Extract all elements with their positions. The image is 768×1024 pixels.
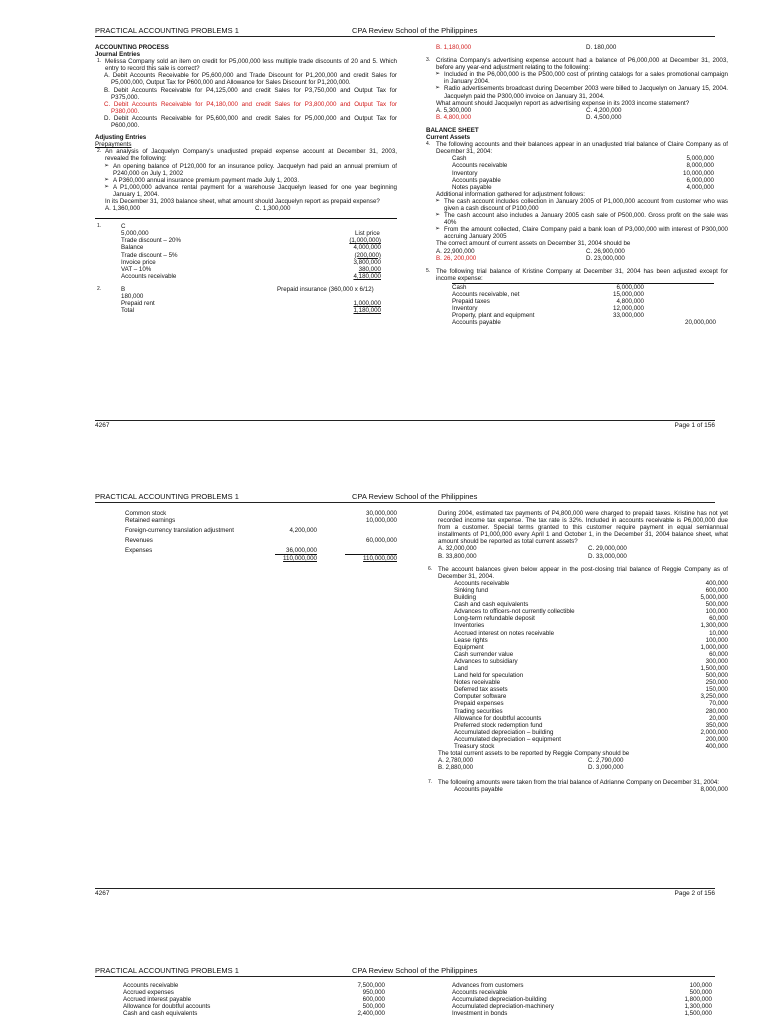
balance-row-label: Advances to officers-not currently collectible — [454, 608, 575, 616]
balance-row — [438, 665, 728, 672]
tb-row: Expenses 36,000,000 — [125, 547, 317, 555]
q6-option-c: C. 2,790,000 — [588, 757, 624, 765]
balance-row-value: 1,500,000 — [684, 1010, 712, 1018]
balance-row-value: 10,000 — [709, 629, 728, 637]
balance-row-label: Accumulated depreciation-machinery — [452, 1003, 554, 1011]
balance-row-value: 3,250,000 — [700, 693, 728, 701]
balance-row-value: 600,000 — [705, 586, 728, 594]
balance-row-value: 60,000 — [709, 650, 728, 658]
balance-row — [438, 658, 728, 665]
balance-row — [438, 736, 728, 743]
balance-row-value: 500,000 — [362, 1003, 385, 1011]
answer-2-row: Total 1,180,000 — [121, 307, 381, 315]
question-2: 2. An analysis of Jacquelyn Company's unadjusted prepaid expense account at December 31, 2003, revealed the following: — [97, 148, 397, 163]
answer-2-letter: B — [121, 285, 126, 293]
q2-options-row-2 — [426, 44, 728, 51]
balance-row — [438, 729, 728, 736]
right-column — [426, 44, 728, 326]
section-title: ACCOUNTING PROCESS — [95, 44, 169, 51]
answer-1-row: Accounts receivable 4,180,000 — [121, 272, 381, 280]
tb-row: Retained earnings 10,000,000 — [125, 517, 397, 525]
question-5: 5. The following trial balance of Kristine Company at December 31, 2004 has been adjusted except for income expense: — [426, 267, 728, 282]
balance-row — [95, 996, 395, 1003]
q5-option-a: A. 32,000,000 — [438, 545, 477, 553]
balance-row-label: Building — [454, 594, 477, 602]
q5-row: Accounts receivable, net 15,000,000 — [452, 291, 644, 298]
header-right: CPA Review School of the Philippines — [352, 966, 478, 975]
balance-row-label: Trading securities — [454, 707, 503, 715]
balance-row-label: Accumulated depreciation – building — [454, 728, 554, 736]
balance-row — [426, 989, 714, 996]
balance-row — [95, 982, 395, 989]
balance-row-label: Treasury stock — [454, 743, 495, 750]
balance-row — [438, 722, 728, 729]
q1-option-c: C. Debit Accounts Receivable for P4,180,000 and credit Sales for P3,800,000 and Output Tax for P380,000. — [104, 100, 397, 115]
page-header — [95, 492, 715, 503]
q5-row: Inventory 12,000,000 — [452, 305, 644, 313]
q2-option-a: A. 1,360,000 — [105, 205, 141, 213]
balance-row — [438, 637, 728, 644]
q5-continuation: During 2004, estimated tax payments of P4,800,000 were charged to prepaid taxes. Kristine has not yet recorded income tax expense. The tax rate is 32%. Included in accounts receivable is P6,000,000 due from a customer. Special terms granted to this customer require payment in equal semiannual installments of P1,000,000 every April 1 and October 1, in the December 31, 2004 balance sheet, what amount should be reported as total current assets? — [438, 510, 728, 546]
q4-option-c: C. 26,900,000 — [586, 247, 625, 255]
answer-2-row: Prepaid rent 1,000,000 — [121, 300, 381, 308]
q3-bullet-2: ➢ Radio advertisements broadcast during December 2003 were billed to Jacquelyn on January 15, 2004. Jacquelyn paid the P300,000 invoice on January 31, 2004. — [426, 85, 728, 99]
q3-option-d: D. 4,500,000 — [586, 113, 622, 121]
balance-row — [426, 1003, 714, 1010]
q2-bullet-3: ➢ A P1,000,000 advance rental payment for a warehouse Jacquelyn leased for one year beginning January 1, 2004. — [95, 184, 397, 198]
tb-total-row: 110,000,000 110,000,000 — [95, 554, 397, 561]
balance-row-value: 5,000,000 — [700, 594, 728, 602]
prepayments-title: Prepayments — [95, 141, 132, 149]
balance-row-label: Accounts receivable — [123, 982, 179, 989]
balance-row — [438, 601, 728, 608]
balance-row — [438, 608, 728, 615]
q6-option-a: A. 2,780,000 — [438, 757, 474, 765]
left-column — [95, 510, 397, 562]
balance-row-label: Allowance for doubtful accounts — [454, 714, 542, 722]
q4-bullet-2: ➢ The cash account also includes a January 2005 cash sale of P500,000. Gross profit on the sale was 40% — [426, 212, 728, 226]
q4-info: Additional information gathered for adjustment follows: — [436, 190, 585, 198]
q3-tail: What amount should Jacquelyn report as advertising expense in its 2003 income statement? — [436, 99, 690, 107]
answer-1-row: VAT – 10% 380,000 — [121, 265, 381, 273]
balance-row — [438, 580, 728, 587]
balance-row-label: Prepaid expenses — [454, 700, 504, 708]
q3-option-a: A. 5,300,000 — [436, 106, 472, 114]
q4-option-a: A. 22,900,000 — [436, 247, 475, 255]
balance-row-value: 70,000 — [709, 700, 728, 708]
balance-row-label: Land held for speculation — [454, 672, 524, 680]
balance-row-label: Equipment — [454, 643, 484, 651]
right-column — [428, 510, 728, 794]
balance-row — [438, 693, 728, 700]
q4-tail: The correct amount of current assets on December 31, 2004 should be — [436, 240, 631, 248]
balance-row-label: Lease rights — [454, 636, 488, 644]
q2-bullet-1: ➢ An opening balance of P120,000 for an insurance policy. Jacquelyn had paid an annual premium of P240,000 on July 1, 2002 — [95, 163, 397, 177]
balance-row-label: Preferred stock redemption fund — [454, 721, 543, 729]
balance-row-label: Advances from customers — [452, 982, 524, 989]
balance-row-label: Long-term refundable deposit — [454, 615, 535, 623]
balance-row — [438, 686, 728, 693]
page-footer — [95, 888, 715, 898]
header-right: CPA Review School of the Philippines — [352, 492, 478, 501]
balance-row-value: 100,000 — [705, 608, 728, 616]
q4-bullet-1: ➢ The cash account includes collection in January 2005 of P1,000,000 account from customer who was given a cash discount of P100,000 — [426, 198, 728, 212]
q2-option-b: B. 1,180,000 — [436, 44, 472, 51]
balance-row-value: 950,000 — [362, 989, 385, 997]
page-header — [95, 966, 715, 977]
header-left: PRACTICAL ACCOUNTING PROBLEMS 1 — [95, 492, 239, 501]
footer-right: Page 1 of 156 — [674, 422, 715, 429]
left-column — [95, 982, 395, 1017]
q5-row: Accounts payable 20,000,000 — [452, 319, 716, 327]
header-left: PRACTICAL ACCOUNTING PROBLEMS 1 — [95, 966, 239, 975]
answer-1-row: Trade discount – 20% (1,000,000) — [121, 237, 381, 245]
balance-row-label: Accounts receivable — [452, 989, 508, 997]
header-left: PRACTICAL ACCOUNTING PROBLEMS 1 — [95, 26, 239, 35]
balance-row-label: Accrued expenses — [123, 989, 174, 997]
q3-option-c: C. 4,200,000 — [586, 106, 622, 114]
balance-row — [426, 1010, 714, 1017]
question-7: 7. The following amounts were taken from the trial balance of Adrianne Company on December 31, 2004: — [428, 779, 720, 787]
sub-title: Journal Entries — [95, 51, 141, 59]
q5-row: Prepaid taxes 4,800,000 — [452, 298, 644, 306]
q5-option-d: D. 33,000,000 — [588, 552, 627, 560]
balance-row-value: 500,000 — [705, 672, 728, 680]
q4-row: Accounts receivable 8,000,000 — [452, 162, 714, 170]
footer-left: 4267 — [95, 422, 110, 429]
answer-2-head: 2. B Prepaid insurance (360,000 x 6/12) — [97, 285, 374, 293]
balance-row-value: 60,000 — [709, 615, 728, 623]
left-column — [95, 44, 397, 314]
q3-bullet-1: ➢ Included in the P6,000,000 is the P500,000 cost of printing catalogs for a sales promotional campaign in January 2004. — [426, 71, 728, 85]
balance-row-value: 1,300,000 — [700, 622, 728, 630]
q5-option-c: C. 29,000,000 — [588, 545, 627, 553]
q1-option-b: B. Debit Accounts Receivable for P4,125,000 and credit Sales for P3,750,000 and Output Tax for P375,000. — [104, 86, 397, 101]
balance-row — [438, 630, 728, 637]
balance-row — [95, 1010, 395, 1017]
q4-row: Cash 5,000,000 — [452, 155, 714, 163]
balance-row-label: Accrued interest payable — [123, 996, 192, 1004]
page-footer — [95, 420, 715, 430]
q1-option-d: D. Debit Accounts Receivable for P5,600,000 and credit Sales for P5,000,000 and Output Tax for P600,000. — [104, 114, 397, 130]
balance-row-label: Land — [454, 664, 468, 672]
balance-row-label: Accrued interest on notes receivable — [454, 629, 555, 637]
balance-row-value: 2,400,000 — [357, 1010, 385, 1018]
balance-row-value: 100,000 — [705, 636, 728, 644]
balance-row-label: Accumulated depreciation-building — [452, 996, 547, 1004]
balance-row — [438, 587, 728, 594]
balance-row — [95, 989, 395, 996]
balance-row — [438, 651, 728, 658]
page-1 — [0, 0, 768, 432]
balance-row-label: Accumulated depreciation – equipment — [454, 735, 561, 743]
header-right: CPA Review School of the Philippines — [352, 26, 478, 35]
balance-row — [438, 644, 728, 651]
question-6: 6. The account balances given below appear in the post-closing trial balance of Reggie Company as of December 31, 2004. — [428, 565, 728, 580]
balance-row-value: 2,000,000 — [700, 728, 728, 736]
answer-1-head: 1. C — [97, 223, 126, 231]
adjusting-entries-title: Adjusting Entries — [95, 134, 147, 142]
balance-row-value: 20,000 — [709, 714, 728, 722]
q1-option-a: A. Debit Accounts Receivable for P5,600,000 and Trade Discount for P1,200,000 and credit Sales for P5,000,000, Output Tax for P600,000 and Allowance for Sales Discount for P1,200,000. — [104, 72, 397, 87]
balance-row-label: Accounts receivable — [454, 579, 510, 587]
q6-option-b: B. 2,880,000 — [438, 764, 474, 772]
answer-1-row: Trade discount – 5% (200,000) — [121, 251, 381, 259]
q2-option-c: C. 1,300,000 — [255, 205, 291, 213]
balance-row-value: 200,000 — [705, 735, 728, 743]
tb-row: Common stock 30,000,000 — [125, 510, 397, 517]
q6-tail: The total current assets to be reported by Reggie Company should be — [438, 750, 630, 758]
balance-row-label: Advances to subsidiary — [454, 657, 518, 665]
answer-1-row: 5,000,000 List price — [121, 230, 380, 238]
balance-row — [438, 700, 728, 707]
answer-1-letter: C — [121, 223, 126, 231]
q6-balance-list — [438, 580, 728, 750]
q2-options-row — [95, 205, 397, 212]
balance-row-label: Sinking fund — [454, 586, 489, 594]
balance-row-value: 1,300,000 — [684, 1003, 712, 1011]
balance-row-value: 150,000 — [705, 686, 728, 694]
balance-row-label: Cash and cash equivalents — [454, 601, 529, 609]
balance-row-label: Computer software — [454, 693, 507, 701]
q4-row: Accounts payable 6,000,000 — [452, 176, 714, 184]
balance-row-value: 100,000 — [689, 982, 712, 989]
q4-option-b: B. 26, 200,000 — [436, 254, 477, 262]
page-3 — [0, 954, 768, 1024]
balance-row-value: 500,000 — [689, 989, 712, 997]
balance-row-label: Investment in bonds — [452, 1010, 508, 1018]
balance-row-value: 1,000,000 — [700, 643, 728, 651]
question-3: 3. Cristina Company's advertising expense account had a balance of P6,000,000 at December 31, 2003, before any year-end adjustment relating to the following: — [426, 57, 728, 72]
q2-bullet-2: ➢ A P360,000 annual insurance premium payment made July 1, 2003. — [95, 177, 397, 184]
balance-row-value: 300,000 — [705, 657, 728, 665]
answer-1-row: Balance 4,000,000 — [121, 244, 381, 252]
balance-row-value: 500,000 — [705, 601, 728, 609]
balance-row-value: 1,500,000 — [700, 664, 728, 672]
tb-row: Revenues 60,000,000 — [125, 537, 397, 545]
q5-row: Cash 6,000,000 — [452, 283, 644, 291]
q2-option-d: D. 180,000 — [586, 44, 617, 51]
question-1: 1. Melissa Company sold an item on credit for P5,000,000 less multiple trade discounts of 20 and 5. Which entry to record this sale is correct? — [97, 58, 397, 73]
balance-row — [438, 715, 728, 722]
balance-row-value: 600,000 — [362, 996, 385, 1004]
right-column — [426, 982, 714, 1017]
balance-row-label: Cash and cash equivalents — [123, 1010, 198, 1018]
question-4: 4. The following accounts and their balances appear in an unadjusted trial balance of Claire Company as of December 31, 2004: — [426, 141, 728, 156]
q5-option-b: B. 33,800,000 — [438, 552, 477, 560]
q4-row: Notes payable 4,000,000 — [452, 183, 714, 191]
balance-row-value: 350,000 — [705, 721, 728, 729]
balance-row — [438, 672, 728, 679]
balance-row — [438, 708, 728, 715]
current-assets-title: Current Assets — [426, 134, 471, 142]
q6-option-d: D. 3,090,000 — [588, 764, 624, 772]
balance-row-value: 400,000 — [705, 743, 728, 750]
balance-row-label: Deferred tax assets — [454, 686, 508, 694]
balance-row-value: 250,000 — [705, 679, 728, 687]
balance-row-value: 400,000 — [705, 579, 728, 587]
balance-row — [438, 615, 728, 622]
answer-1-row: Invoice price 3,800,000 — [121, 258, 381, 266]
balance-row-label: Cash surrender value — [454, 650, 514, 658]
q4-row: Inventory 10,000,000 — [452, 169, 714, 177]
balance-row-value: 1,800,000 — [684, 996, 712, 1004]
balance-row — [438, 622, 728, 629]
tb-row: Foreign-currency translation adjustment 4,200,000 — [125, 527, 317, 535]
q2-tail: In its December 31, 2003 balance sheet, what amount should Jacquelyn report as prepaid expense? — [105, 197, 380, 205]
footer-left: 4267 — [95, 890, 110, 897]
balance-row — [438, 679, 728, 686]
q4-bullet-3: ➢ From the amount collected, Claire Company paid a bank loan of P3,000,000 with interest of P300,000 accruing January 2005 — [426, 226, 728, 240]
balance-row-label: Inventories — [454, 622, 485, 630]
answer-2-header: Prepaid insurance (360,000 x 6/12) — [277, 285, 374, 293]
balance-row-value: 7,500,000 — [357, 982, 385, 989]
balance-row — [426, 996, 714, 1003]
balance-sheet-title: BALANCE SHEET — [426, 126, 479, 134]
page-2 — [0, 484, 768, 902]
q5-row: Property, plant and equipment 33,000,000 — [452, 312, 644, 320]
q4-option-d: D. 23,000,000 — [586, 254, 625, 262]
footer-right: Page 2 of 156 — [674, 890, 715, 897]
balance-row — [95, 1003, 395, 1010]
balance-row — [438, 594, 728, 601]
answer-2-row: 180,000 — [121, 293, 144, 300]
q3-option-b: B. 4,800,000 — [436, 113, 472, 121]
balance-row-label: Allowance for doubtful accounts — [123, 1003, 211, 1011]
q7-row: Accounts payable 8,000,000 — [454, 786, 728, 794]
balance-row — [426, 982, 714, 989]
balance-row-value: 280,000 — [705, 707, 728, 715]
page-header — [95, 26, 715, 37]
balance-row-label: Notes receivable — [454, 679, 501, 687]
balance-row — [438, 743, 728, 750]
